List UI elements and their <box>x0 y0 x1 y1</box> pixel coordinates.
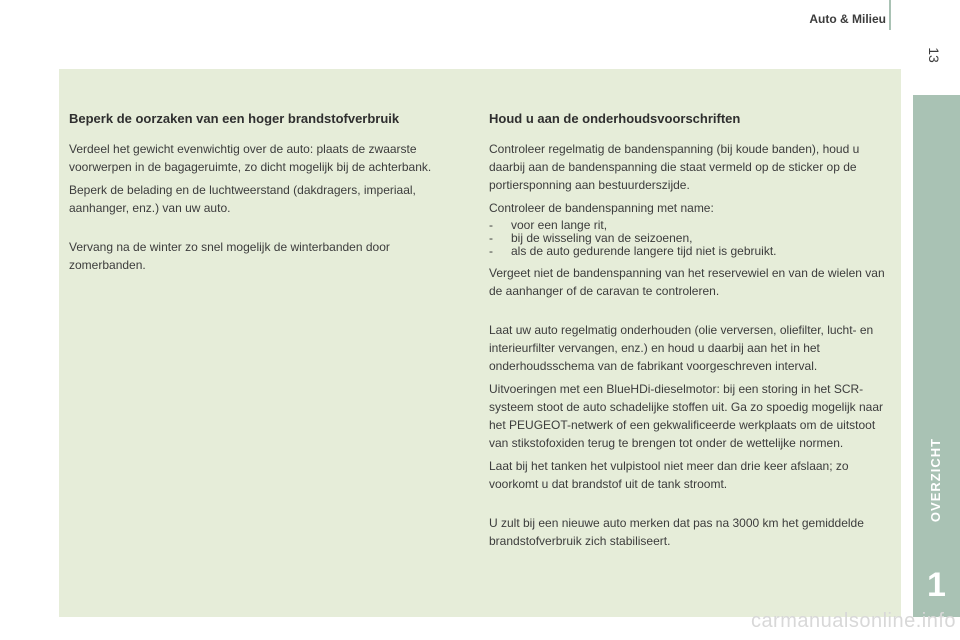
section-title: Auto & Milieu <box>809 12 886 26</box>
right-column <box>489 111 891 555</box>
left-heading: Beperk de oorzaken van een hoger brandstofverbruik <box>69 111 400 126</box>
right-paragraph: U zult bij een nieuwe auto merken dat pas na 3000 km het gemiddelde brandstofverbruik zich stabiliseert. <box>489 516 864 548</box>
chapter-tab[interactable] <box>913 95 960 617</box>
chapter-tab-label: OVERZICHT <box>928 437 943 523</box>
right-paragraph: Uitvoeringen met een BlueHDi-dieselmotor: bij een storing in het SCR-systeem stoot de auto schadelijke stoffen uit. Ga zo spoedig mogelijk naar het PEUGEOT-netwerk of een gekwalificeerde werkplaats om de uitstoot van stikstofoxiden terug te brengen tot onder de wettelijke normen. <box>489 382 884 450</box>
right-paragraph: Controleer de bandenspanning met name: <box>489 201 714 215</box>
right-paragraph: Controleer regelmatig de bandenspanning (bij koude banden), houd u daarbij aan de bandenspanning die staat vermeld op de sticker op de portiersponning aan bestuurderszijde. <box>489 142 860 192</box>
watermark: carmanualsonline.info <box>750 610 956 632</box>
right-paragraph: Laat uw auto regelmatig onderhouden (olie verversen, oliefilter, lucht- en interieurfilter vervangen, enz.) en houd u daarbij aan het in het onderhoudsschema van de fabrikant voorgeschreven interval. <box>489 323 874 373</box>
check-list <box>489 219 891 258</box>
chapter-number: 1 <box>927 566 946 604</box>
right-heading: Houd u aan de onderhoudsvoorschriften <box>489 111 741 126</box>
right-paragraph: Vergeet niet de bandenspanning van het reservewiel en van de wielen van de aanhanger of de caravan te controleren. <box>489 266 885 298</box>
left-paragraph: Verdeel het gewicht evenwichtig over de auto: plaats de zwaarste voorwerpen in de bagageruimte, zo dicht mogelijk bij de achterbank. <box>69 142 432 174</box>
page-number: 13 <box>926 47 942 63</box>
header-divider <box>889 0 891 30</box>
right-paragraph: Laat bij het tanken het vulpistool niet meer dan drie keer afslaan; zo voorkomt u dat brandstof uit de tank stroomt. <box>489 459 849 491</box>
left-paragraph: Vervang na de winter zo snel mogelijk de winterbanden door zomerbanden. <box>69 240 390 272</box>
list-item: - voor een lange rit, <box>489 219 891 232</box>
left-paragraph: Beperk de belading en de luchtweerstand (dakdragers, imperiaal, aanhanger, enz.) van uw auto. <box>69 183 416 215</box>
list-item: - bij de wisseling van de seizoenen, <box>489 232 891 245</box>
list-item: - als de auto gedurende langere tijd niet is gebruikt. <box>489 245 891 258</box>
left-column <box>69 111 469 279</box>
